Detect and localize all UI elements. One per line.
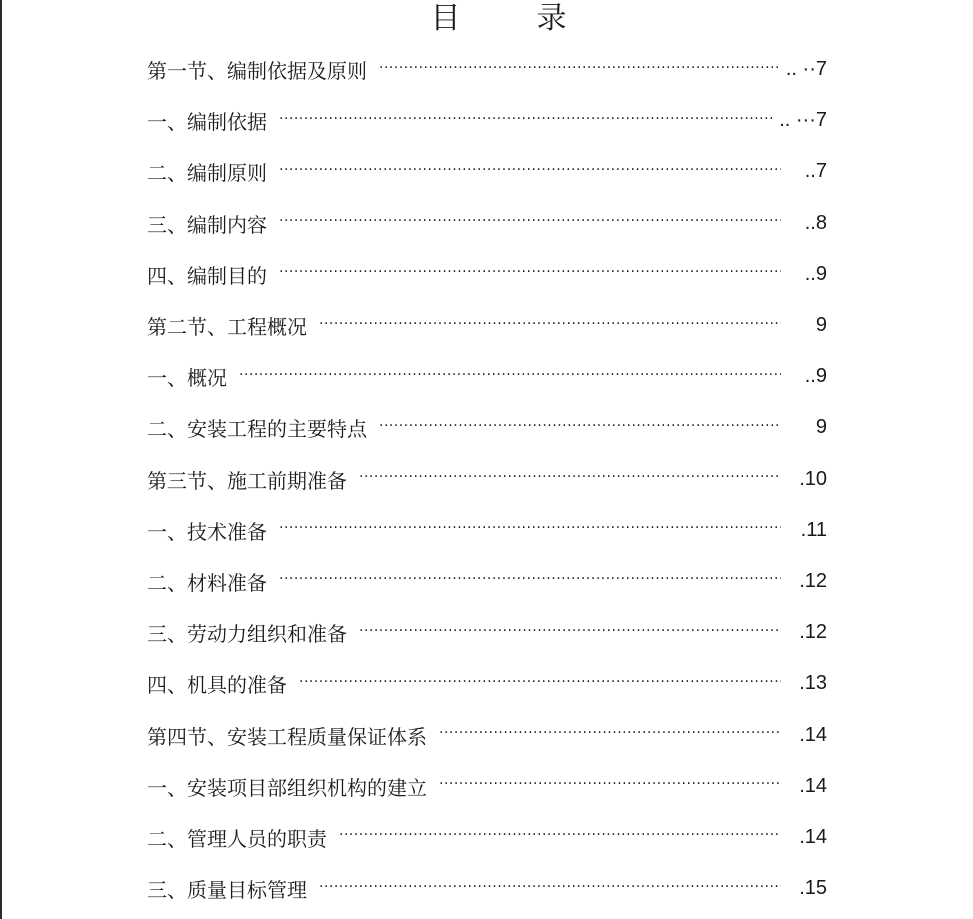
toc-entry-label: 一、技术准备 <box>147 519 267 544</box>
toc-entry-page: .13 <box>799 672 827 695</box>
toc-entry-page: .11 <box>800 518 827 541</box>
toc-entry-label: 第一节、编制依据及原则 <box>147 59 367 84</box>
toc-entry-label: 四、机具的准备 <box>147 673 287 698</box>
toc-entry-label: 二、管理人员的职责 <box>147 826 327 851</box>
toc-entry-label: 二、安装工程的主要特点 <box>147 417 367 442</box>
toc-entry[interactable] <box>147 709 827 760</box>
toc-entry-page: .. ··7 <box>785 58 827 81</box>
toc-entry-label: 一、编制依据 <box>147 110 267 135</box>
toc-leader-dots <box>279 518 781 538</box>
toc-entry-page: 9 <box>815 314 827 337</box>
toc-entry-page: .12 <box>799 569 827 592</box>
toc-entry-label: 三、质量目标管理 <box>147 878 307 903</box>
toc-leader-dots <box>319 314 781 334</box>
title-char-1: 目 <box>430 1 461 36</box>
toc-entry[interactable] <box>147 812 827 863</box>
toc-entry[interactable] <box>147 863 827 914</box>
toc-entry-label: 第四节、安装工程质量保证体系 <box>147 724 427 749</box>
toc-entry-page: .10 <box>799 467 827 490</box>
toc-leader-dots <box>279 109 773 129</box>
toc-leader-dots <box>279 262 781 282</box>
toc-leader-dots <box>339 825 781 845</box>
toc-entry-page: ..9 <box>804 365 827 388</box>
toc-entry[interactable] <box>147 249 827 300</box>
toc-entry[interactable] <box>147 454 827 505</box>
toc-entry-label: 二、编制原则 <box>147 161 267 186</box>
toc-leader-dots <box>439 774 781 794</box>
toc-entry[interactable] <box>147 300 827 351</box>
toc-leader-dots <box>279 160 781 180</box>
toc-leader-dots <box>379 58 780 78</box>
toc-entry-label: 一、概况 <box>147 366 227 391</box>
toc-entry-page: ..7 <box>804 160 827 183</box>
toc-entry-label: 三、编制内容 <box>147 212 267 237</box>
toc-entry-page: .14 <box>799 774 827 797</box>
toc-leader-dots <box>279 569 781 589</box>
toc-entry[interactable] <box>147 761 827 812</box>
title-char-2: 录 <box>536 1 567 36</box>
toc-entry-page: .15 <box>799 877 827 900</box>
toc-entry[interactable] <box>147 505 827 556</box>
toc-leader-dots <box>279 211 781 231</box>
toc-entry-label: 一、安装项目部组织机构的建立 <box>147 775 427 800</box>
toc-entry[interactable] <box>147 402 827 453</box>
toc-entry[interactable] <box>147 44 827 95</box>
table-of-contents <box>147 44 827 914</box>
toc-entry[interactable] <box>147 556 827 607</box>
toc-entry-label: 二、材料准备 <box>147 570 267 595</box>
page-title <box>12 0 973 38</box>
toc-entry[interactable] <box>147 146 827 197</box>
toc-entry-page: ..8 <box>804 211 827 234</box>
toc-leader-dots <box>359 621 781 641</box>
toc-entry-page: .. ···7 <box>779 109 827 132</box>
toc-entry[interactable] <box>147 607 827 658</box>
toc-leader-dots <box>379 416 781 436</box>
toc-entry[interactable] <box>147 95 827 146</box>
toc-entry[interactable] <box>147 658 827 709</box>
toc-entry-page: ..9 <box>804 262 827 285</box>
toc-entry[interactable] <box>147 351 827 402</box>
toc-entry-label: 三、劳动力组织和准备 <box>147 622 347 647</box>
toc-entry-label: 第三节、施工前期准备 <box>147 468 347 493</box>
toc-entry-label: 四、编制目的 <box>147 263 267 288</box>
toc-leader-dots <box>359 467 781 487</box>
toc-leader-dots <box>299 672 781 692</box>
toc-entry-page: .12 <box>799 621 827 644</box>
toc-leader-dots <box>439 723 781 743</box>
toc-entry-page: .14 <box>799 723 827 746</box>
toc-entry-page: 9 <box>815 416 827 439</box>
toc-leader-dots <box>319 877 781 897</box>
toc-entry-label: 第二节、工程概况 <box>147 315 307 340</box>
page-left-border <box>0 0 2 919</box>
toc-entry[interactable] <box>147 198 827 249</box>
toc-leader-dots <box>239 365 781 385</box>
toc-entry-page: .14 <box>799 825 827 848</box>
